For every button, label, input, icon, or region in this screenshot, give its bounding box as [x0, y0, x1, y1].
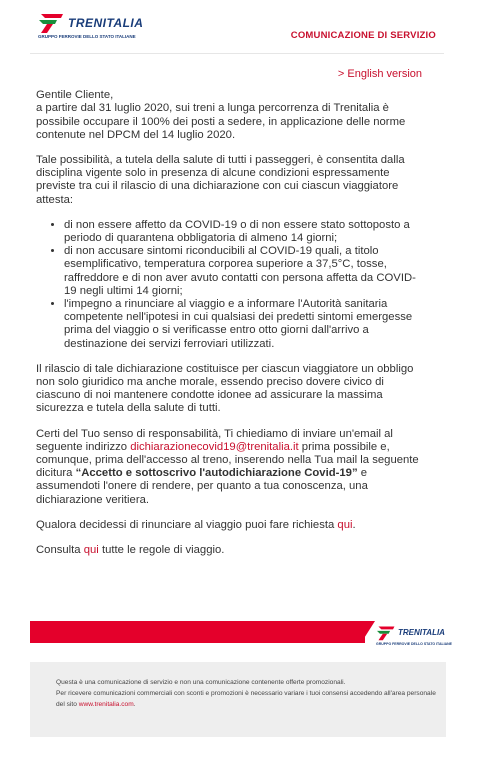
footer-band	[30, 621, 452, 649]
email-request-text-b: prima possibile e, comunque, prima dell'accesso al treno, inserendo nella Tua mail la seguente dicitura	[36, 440, 419, 480]
refund-text-a: Qualora decidessi di rinunciare al viaggio puoi fare richiesta	[36, 518, 338, 531]
trenitalia-logo-icon	[35, 12, 65, 34]
disclaimer-end: .	[133, 701, 136, 708]
service-title: COMUNICAZIONE DI SERVIZIO	[290, 30, 436, 41]
refund-link[interactable]: qui	[337, 518, 353, 531]
trenitalia-logo[interactable]	[35, 12, 155, 40]
email-header	[30, 0, 444, 58]
refund-paragraph	[36, 519, 422, 532]
email-body	[36, 68, 422, 569]
rules-paragraph	[36, 544, 422, 557]
rules-text-a: Consulta	[36, 544, 84, 557]
conditions-list	[36, 219, 422, 351]
refund-text-b: .	[352, 518, 356, 531]
disclaimer-box	[30, 662, 446, 737]
list-item: • l'impegno a rinunciare al viaggio e a informare l'Autorità sanitaria competente nell'ipotesi in cui qualsiasi dei predetti sintomi emergesse prima del viaggio o si verificasse entro otto giorni dall'arrivo a destinazione dei servizi ferroviari utilizzati.	[64, 298, 422, 351]
logo-sub-text: GRUPPO FERROVIE DELLO STATO ITALIANE	[38, 34, 136, 39]
greeting: Gentile Cliente,	[36, 89, 114, 102]
footer-logo-brand-text: TRENITALIA	[398, 628, 445, 637]
email-request-text-c: e assumendoti l'onere di rendere, per quanto a tua conoscenza, una dichiarazione veritiera.	[36, 467, 368, 506]
trenitalia-site-link[interactable]: www.trenitalia.com	[78, 701, 134, 708]
footer-trenitalia-logo[interactable]	[374, 625, 454, 649]
footer-red-stripe	[30, 621, 365, 643]
rules-link[interactable]: qui	[83, 544, 99, 557]
greeting-paragraph	[36, 89, 422, 142]
footer-red-stripe-slope	[361, 621, 375, 643]
logo-brand-text: TRENITALIA	[68, 16, 144, 30]
email-request-paragraph	[36, 428, 422, 507]
disclaimer-line-1: Questa è una comunicazione di servizio e non una comunicazione contenente offerte promozionali.	[56, 679, 346, 686]
list-item: • di non essere affetto da COVID-19 o di non essere stato sottoposto a periodo di quarantena obbligatoria di almeno 14 giorni;	[64, 219, 422, 245]
disclaimer-line-2: Per ricevere comunicazioni commerciali con sconti e promozioni è necessario variare i tuoi consensi accedendo all'area personale del sito	[56, 690, 436, 708]
trenitalia-logo-icon	[374, 625, 396, 641]
obligation-paragraph: Il rilascio di tale dichiarazione costituisce per ciascun viaggiatore un obbligo non solo giuridico ma anche morale, essendo preciso dovere civico di ciascuno di noi mantenere condotte idonee ad assicurare la massima sicurezza e tutela della salute di tutti.	[36, 362, 414, 415]
covid-email-link[interactable]: dichiarazionecovid19@trenitalia.it	[130, 440, 299, 453]
header-divider	[30, 53, 444, 54]
footer-logo-sub-text: GRUPPO FERROVIE DELLO STATO ITALIANE	[376, 642, 452, 646]
intro-text: a partire dal 31 luglio 2020, sui treni a lunga percorrenza di Trenitalia è possibile occupare il 100% dei posti a sedere, in applicazione delle norme contenute nel DPCM del 14 luglio 2020.	[36, 102, 406, 141]
disclaimer-text	[56, 677, 436, 710]
declaration-quote: “Accetto e sottoscrivo l'autodichiarazione Covid-19”	[75, 467, 358, 480]
conditions-paragraph: Tale possibilità, a tutela della salute di tutti i passeggeri, è consentita dalla disciplina vigente solo in presenza di alcune condizioni espressamente previste tra cui il rilascio di una dichiarazione con cui ciascun viaggiatore attesta:	[36, 154, 405, 206]
list-item: • di non accusare sintomi riconducibili al COVID-19 quali, a titolo esemplificativo, temperatura corporea superiore a 37,5°C, tosse, raffreddore e di non aver avuto contatti con persona affetta da COVID-19 negli ultimi 14 giorni;	[64, 245, 422, 298]
english-version-link[interactable]: > English version	[337, 68, 422, 80]
email-request-text-a: Certi del Tuo senso di responsabilità, Ti chiediamo di inviare un'email al seguente indirizzo	[36, 427, 393, 453]
rules-text-b: tutte le regole di viaggio.	[98, 544, 225, 557]
